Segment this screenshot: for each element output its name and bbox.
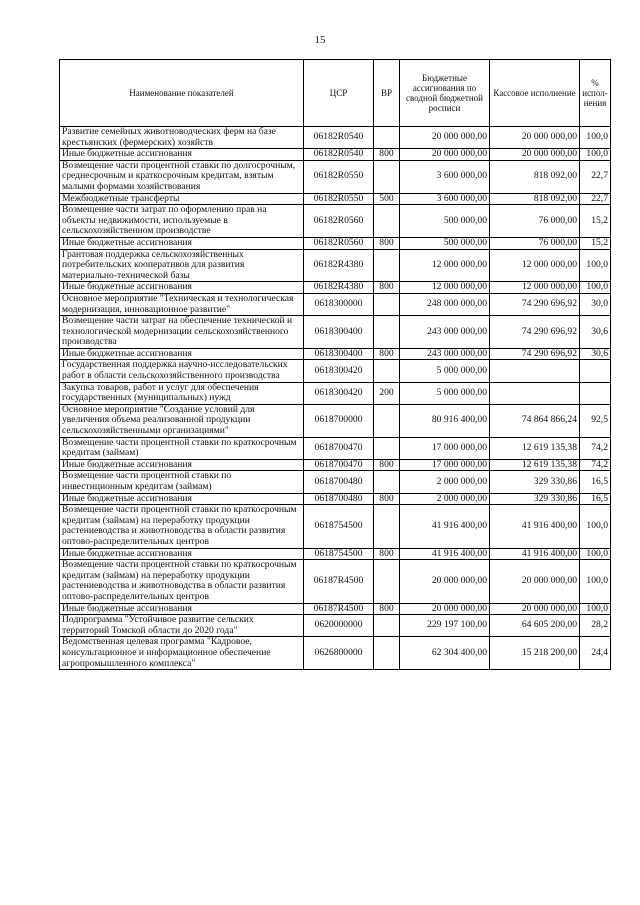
- table-row: [60, 493, 611, 505]
- row-pct-cell: 74,2: [580, 459, 611, 471]
- row-name-cell: Возмещение части процентной ставки по краткосрочным кредитам (займам): [60, 437, 304, 459]
- row-cash-cell: 41 916 400,00: [490, 548, 580, 560]
- row-vr-cell: 200: [374, 382, 400, 404]
- row-csr-cell: 0618700480: [304, 471, 374, 493]
- row-vr-cell: [374, 160, 400, 193]
- row-budget-cell: 243 000 000,00: [400, 348, 490, 360]
- row-pct-cell: 30,6: [580, 316, 611, 349]
- row-pct-cell: 22,7: [580, 193, 611, 205]
- row-pct-cell: 100,0: [580, 548, 611, 560]
- row-csr-cell: 06182R0550: [304, 160, 374, 193]
- row-cash-cell: 74 290 696,92: [490, 348, 580, 360]
- row-csr-cell: 06182R0540: [304, 127, 374, 149]
- column-header-pct: % испол-нения: [580, 60, 611, 127]
- table-row: [60, 459, 611, 471]
- row-vr-cell: 500: [374, 193, 400, 205]
- row-budget-cell: 20 000 000,00: [400, 560, 490, 603]
- row-budget-cell: 3 600 000,00: [400, 193, 490, 205]
- row-pct-cell: 15,2: [580, 237, 611, 249]
- table-row: [60, 637, 611, 670]
- row-pct-cell: 92,5: [580, 404, 611, 437]
- row-name-cell: Иные бюджетные ассигнования: [60, 282, 304, 294]
- table-row: [60, 316, 611, 349]
- table-row: [60, 603, 611, 615]
- table-row: [60, 471, 611, 493]
- row-budget-cell: 229 197 100,00: [400, 615, 490, 637]
- row-budget-cell: 248 000 000,00: [400, 293, 490, 315]
- row-name-cell: Грантовая поддержка сельскохозяйственных потребительских кооперативов для развития материально-технической базы: [60, 249, 304, 282]
- row-pct-cell: 30,0: [580, 293, 611, 315]
- row-budget-cell: 20 000 000,00: [400, 603, 490, 615]
- row-vr-cell: [374, 637, 400, 670]
- row-vr-cell: [374, 127, 400, 149]
- row-vr-cell: [374, 615, 400, 637]
- row-pct-cell: 16,5: [580, 493, 611, 505]
- row-pct-cell: 100,0: [580, 249, 611, 282]
- row-vr-cell: [374, 249, 400, 282]
- row-vr-cell: [374, 404, 400, 437]
- budget-table: [59, 59, 611, 670]
- table-row: [60, 382, 611, 404]
- row-csr-cell: 0618300400: [304, 316, 374, 349]
- row-csr-cell: 06182R0540: [304, 149, 374, 161]
- row-vr-cell: 800: [374, 548, 400, 560]
- row-pct-cell: 15,2: [580, 205, 611, 238]
- row-budget-cell: 2 000 000,00: [400, 471, 490, 493]
- row-name-cell: Основное мероприятие "Техническая и технологическая модернизация, инновационное развитие": [60, 293, 304, 315]
- row-csr-cell: 0618754500: [304, 505, 374, 548]
- row-name-cell: Иные бюджетные ассигнования: [60, 149, 304, 161]
- row-csr-cell: 06182R0550: [304, 193, 374, 205]
- row-vr-cell: [374, 293, 400, 315]
- row-pct-cell: 28,2: [580, 615, 611, 637]
- row-csr-cell: 0618700470: [304, 437, 374, 459]
- row-pct-cell: 74,2: [580, 437, 611, 459]
- row-budget-cell: 2 000 000,00: [400, 493, 490, 505]
- row-cash-cell: 12 619 135,38: [490, 437, 580, 459]
- table-row: [60, 193, 611, 205]
- column-header-vr: ВР: [374, 60, 400, 127]
- row-budget-cell: 20 000 000,00: [400, 127, 490, 149]
- row-vr-cell: [374, 360, 400, 382]
- table-row: [60, 548, 611, 560]
- row-budget-cell: 12 000 000,00: [400, 282, 490, 294]
- row-pct-cell: 30,6: [580, 348, 611, 360]
- table-row: [60, 282, 611, 294]
- row-name-cell: Возмещение части затрат на обеспечение технической и технологической модернизации сельскохозяйственного производства: [60, 316, 304, 349]
- table-row: [60, 505, 611, 548]
- table-row: [60, 249, 611, 282]
- row-name-cell: Иные бюджетные ассигнования: [60, 348, 304, 360]
- row-csr-cell: 0626800000: [304, 637, 374, 670]
- row-pct-cell: 100,0: [580, 282, 611, 294]
- row-vr-cell: 800: [374, 459, 400, 471]
- row-cash-cell: 41 916 400,00: [490, 505, 580, 548]
- row-name-cell: Государственная поддержка научно-исследовательских работ в области сельскохозяйственного производства: [60, 360, 304, 382]
- column-header-budget: Бюджетные ассигнования по сводной бюджетной росписи: [400, 60, 490, 127]
- table-row: [60, 149, 611, 161]
- row-budget-cell: 3 600 000,00: [400, 160, 490, 193]
- row-vr-cell: [374, 505, 400, 548]
- row-name-cell: Возмещение части процентной ставки по долгосрочным, среднесрочным и краткосрочным кредитам, взятым малыми формами хозяйствования: [60, 160, 304, 193]
- row-cash-cell: 15 218 200,00: [490, 637, 580, 670]
- row-csr-cell: 0618300420: [304, 360, 374, 382]
- row-csr-cell: 0618300420: [304, 382, 374, 404]
- row-cash-cell: 74 290 696,92: [490, 316, 580, 349]
- row-budget-cell: 500 000,00: [400, 205, 490, 238]
- row-csr-cell: 06182R0560: [304, 237, 374, 249]
- row-pct-cell: 100,0: [580, 149, 611, 161]
- row-budget-cell: 5 000 000,00: [400, 360, 490, 382]
- row-vr-cell: [374, 560, 400, 603]
- row-budget-cell: 17 000 000,00: [400, 459, 490, 471]
- row-vr-cell: [374, 205, 400, 238]
- row-name-cell: Иные бюджетные ассигнования: [60, 459, 304, 471]
- row-cash-cell: 12 000 000,00: [490, 282, 580, 294]
- row-budget-cell: 500 000,00: [400, 237, 490, 249]
- row-pct-cell: 100,0: [580, 127, 611, 149]
- row-budget-cell: 17 000 000,00: [400, 437, 490, 459]
- row-csr-cell: 0620000000: [304, 615, 374, 637]
- row-vr-cell: [374, 316, 400, 349]
- row-pct-cell: 16,5: [580, 471, 611, 493]
- row-budget-cell: 5 000 000,00: [400, 382, 490, 404]
- row-name-cell: Подпрограмма "Устойчивое развитие сельских территорий Томской области до 2020 года": [60, 615, 304, 637]
- row-name-cell: Иные бюджетные ассигнования: [60, 237, 304, 249]
- row-cash-cell: 12 000 000,00: [490, 249, 580, 282]
- row-budget-cell: 41 916 400,00: [400, 548, 490, 560]
- row-csr-cell: 06187R4500: [304, 560, 374, 603]
- row-cash-cell: 76 000,00: [490, 237, 580, 249]
- row-name-cell: Иные бюджетные ассигнования: [60, 603, 304, 615]
- row-pct-cell: 24,4: [580, 637, 611, 670]
- table-row: [60, 205, 611, 238]
- table-row: [60, 160, 611, 193]
- row-budget-cell: 243 000 000,00: [400, 316, 490, 349]
- row-csr-cell: 0618700470: [304, 459, 374, 471]
- row-cash-cell: 76 000,00: [490, 205, 580, 238]
- row-vr-cell: 800: [374, 493, 400, 505]
- row-budget-cell: 62 304 400,00: [400, 637, 490, 670]
- row-name-cell: Иные бюджетные ассигнования: [60, 548, 304, 560]
- table-row: [60, 615, 611, 637]
- row-budget-cell: 41 916 400,00: [400, 505, 490, 548]
- table-row: [60, 360, 611, 382]
- table-row: [60, 437, 611, 459]
- table-row: [60, 237, 611, 249]
- row-cash-cell: [490, 360, 580, 382]
- row-csr-cell: 06182R4380: [304, 249, 374, 282]
- row-budget-cell: 12 000 000,00: [400, 249, 490, 282]
- row-vr-cell: 800: [374, 237, 400, 249]
- table-row: [60, 404, 611, 437]
- row-cash-cell: 20 000 000,00: [490, 560, 580, 603]
- table-row: [60, 293, 611, 315]
- column-header-cash: Кассовое исполнение: [490, 60, 580, 127]
- row-csr-cell: 0618700000: [304, 404, 374, 437]
- table-row: [60, 560, 611, 603]
- row-csr-cell: 06187R4500: [304, 603, 374, 615]
- row-pct-cell: 100,0: [580, 560, 611, 603]
- row-pct-cell: [580, 382, 611, 404]
- row-cash-cell: 818 092,00: [490, 160, 580, 193]
- row-cash-cell: [490, 382, 580, 404]
- row-name-cell: Ведомственная целевая программа "Кадровое, консультационное и информационное обеспечение агропромышленного комплекса": [60, 637, 304, 670]
- row-csr-cell: 06182R0560: [304, 205, 374, 238]
- row-csr-cell: 06182R4380: [304, 282, 374, 294]
- row-cash-cell: 74 290 696,92: [490, 293, 580, 315]
- row-csr-cell: 0618300000: [304, 293, 374, 315]
- row-budget-cell: 80 916 400,00: [400, 404, 490, 437]
- row-name-cell: Закупка товаров, работ и услуг для обеспечения государственных (муниципальных) нужд: [60, 382, 304, 404]
- table-header-row: [60, 60, 611, 127]
- row-csr-cell: 0618754500: [304, 548, 374, 560]
- row-vr-cell: 800: [374, 603, 400, 615]
- column-header-name: Наименование показателей: [60, 60, 304, 127]
- row-cash-cell: 329 330,86: [490, 471, 580, 493]
- row-vr-cell: [374, 471, 400, 493]
- page-number: 15: [314, 34, 326, 46]
- row-cash-cell: 818 092,00: [490, 193, 580, 205]
- row-csr-cell: 0618700480: [304, 493, 374, 505]
- row-vr-cell: 800: [374, 282, 400, 294]
- row-pct-cell: 100,0: [580, 505, 611, 548]
- row-cash-cell: 329 330,86: [490, 493, 580, 505]
- row-cash-cell: 20 000 000,00: [490, 127, 580, 149]
- row-name-cell: Иные бюджетные ассигнования: [60, 493, 304, 505]
- row-csr-cell: 0618300400: [304, 348, 374, 360]
- row-pct-cell: [580, 360, 611, 382]
- row-name-cell: Возмещение части затрат по оформлению прав на объекты недвижимости, используемые в сельскохозяйственном производстве: [60, 205, 304, 238]
- row-name-cell: Возмещение части процентной ставки по краткосрочным кредитам (займам) на переработку продукции растениеводства и животноводства в области развития оптово-распределительных центров: [60, 505, 304, 548]
- table-row: [60, 127, 611, 149]
- row-name-cell: Возмещение части процентной ставки по инвестиционным кредитам (займам): [60, 471, 304, 493]
- row-pct-cell: 22,7: [580, 160, 611, 193]
- row-name-cell: Возмещение части процентной ставки по краткосрочным кредитам (займам) на переработку продукции растениеводства и животноводства в области развития оптово-распределительных центров: [60, 560, 304, 603]
- row-budget-cell: 20 000 000,00: [400, 149, 490, 161]
- row-cash-cell: 64 605 200,00: [490, 615, 580, 637]
- row-name-cell: Развитие семейных животноводческих ферм на базе крестьянских (фермерских) хозяйств: [60, 127, 304, 149]
- row-vr-cell: [374, 437, 400, 459]
- row-cash-cell: 20 000 000,00: [490, 603, 580, 615]
- row-cash-cell: 12 619 135,38: [490, 459, 580, 471]
- row-cash-cell: 20 000 000,00: [490, 149, 580, 161]
- row-vr-cell: 800: [374, 149, 400, 161]
- table-row: [60, 348, 611, 360]
- row-name-cell: Основное мероприятие "Создание условий для увеличения объема реализованной продукции сельскохозяйственными организациями": [60, 404, 304, 437]
- row-vr-cell: 800: [374, 348, 400, 360]
- row-pct-cell: 100,0: [580, 603, 611, 615]
- row-name-cell: Межбюджетные трансферты: [60, 193, 304, 205]
- column-header-csr: ЦСР: [304, 60, 374, 127]
- row-cash-cell: 74 864 866,24: [490, 404, 580, 437]
